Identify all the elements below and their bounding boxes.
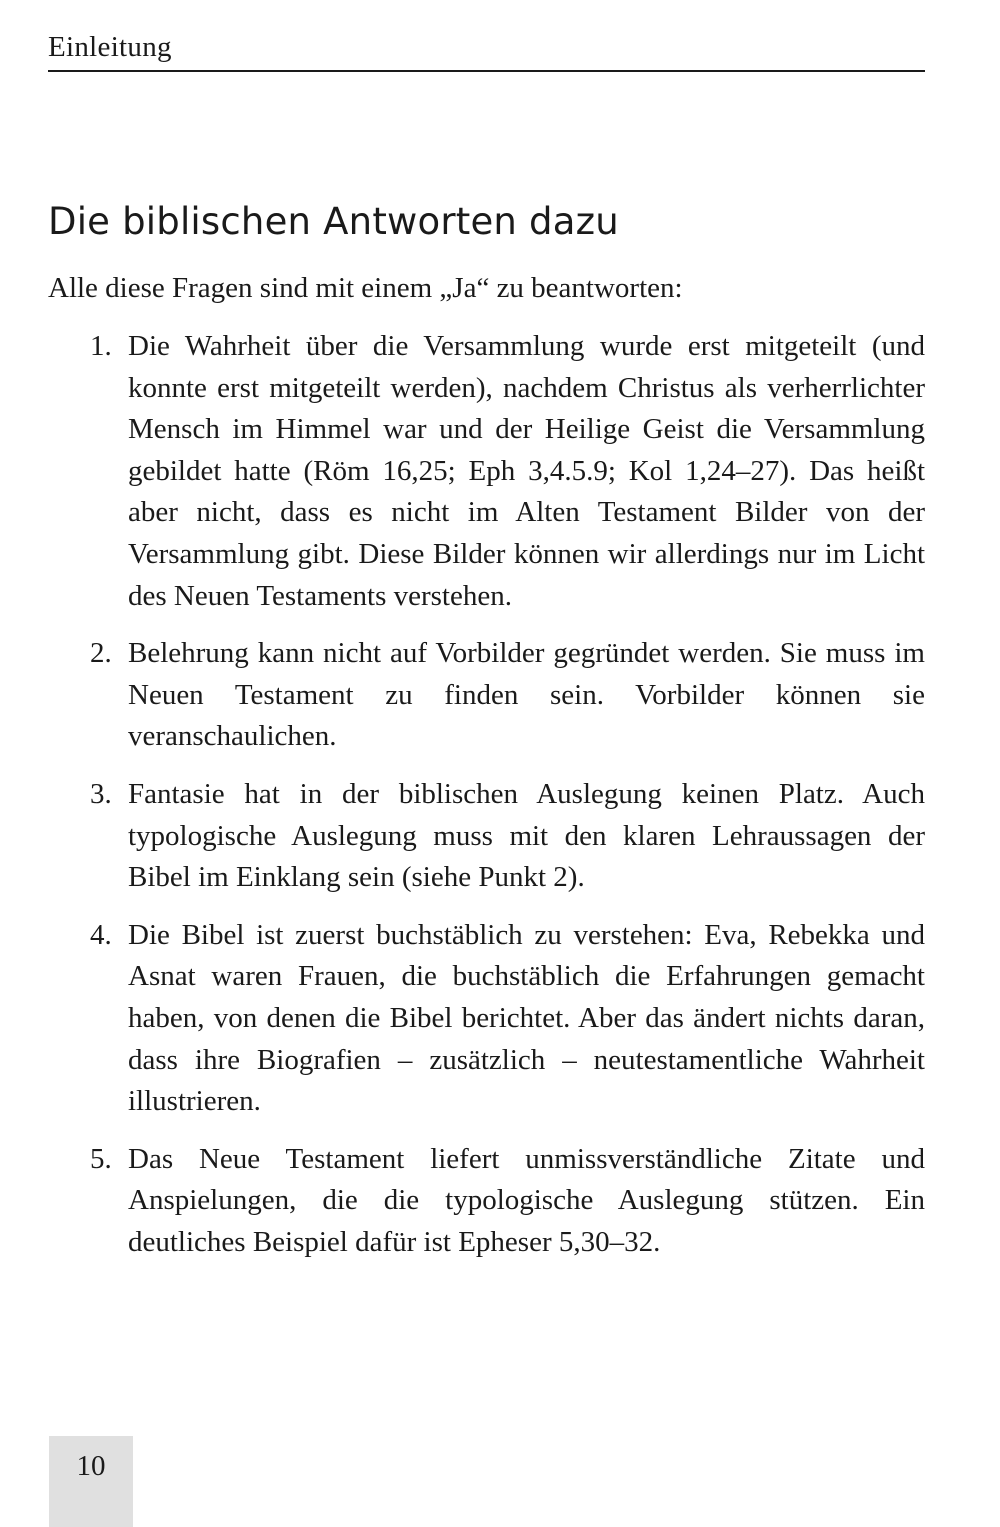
answer-text: Das Neue Testament liefert unmissverständliche Zitate und Anspielungen, die die typologische Auslegung stützen. Ein deutliches Beispiel dafür ist Epheser 5,30–32. [128, 1142, 925, 1258]
page-number: 10 [76, 1450, 106, 1482]
running-header [48, 24, 925, 72]
answer-item-4 [48, 915, 925, 1123]
answer-number: 3. [90, 777, 112, 810]
page-number-box [49, 1436, 133, 1527]
intro-paragraph: Alle diese Fragen sind mit einem „Ja“ zu beantworten: [48, 272, 683, 304]
running-header-title: Einleitung [48, 31, 172, 63]
answer-text: Die Bibel ist zuerst buchstäblich zu verstehen: Eva, Rebekka und Asnat waren Frauen, die buchstäblich die Erfahrungen gemacht haben, von denen die Bibel berichtet. Aber das ändert nichts daran, dass ihre Biografien – zusätzlich – neutestamentliche Wahrheit illustrieren. [128, 918, 925, 1118]
answer-text: Fantasie hat in der biblischen Auslegung keinen Platz. Auch typologische Auslegung muss mit den klaren Lehraussagen der Bibel im Einklang sein (siehe Punkt 2). [128, 777, 925, 894]
answer-item-3 [48, 774, 925, 899]
answer-item-2 [48, 633, 925, 758]
answer-text: Die Wahrheit über die Versammlung wurde erst mitgeteilt (und konnte erst mitgeteilt werden), nachdem Christus als verherrlichter Mensch im Himmel war und der Heilige Geist die Versammlung gebildet hatte (Röm 16,25; Eph 3,4.5.9; Kol 1,24–27). Das heißt aber nicht, dass es nicht im Alten Testament Bilder von der Versammlung gibt. Diese Bilder können wir allerdings nur im Licht des Neuen Testaments verstehen. [128, 330, 925, 612]
answer-item-5 [48, 1139, 925, 1264]
answer-number: 1. [90, 330, 112, 362]
section-heading: Die biblischen Antworten dazu [48, 200, 619, 243]
answer-item-1 [48, 326, 925, 617]
answer-list [48, 326, 925, 1279]
answer-number: 5. [90, 1142, 112, 1175]
answer-text: Belehrung kann nicht auf Vorbilder gegründet werden. Sie muss im Neuen Testament zu finden sein. Vorbilder können sie veranschaulichen. [128, 637, 925, 753]
answer-number: 4. [90, 918, 112, 951]
answer-number: 2. [90, 637, 112, 670]
